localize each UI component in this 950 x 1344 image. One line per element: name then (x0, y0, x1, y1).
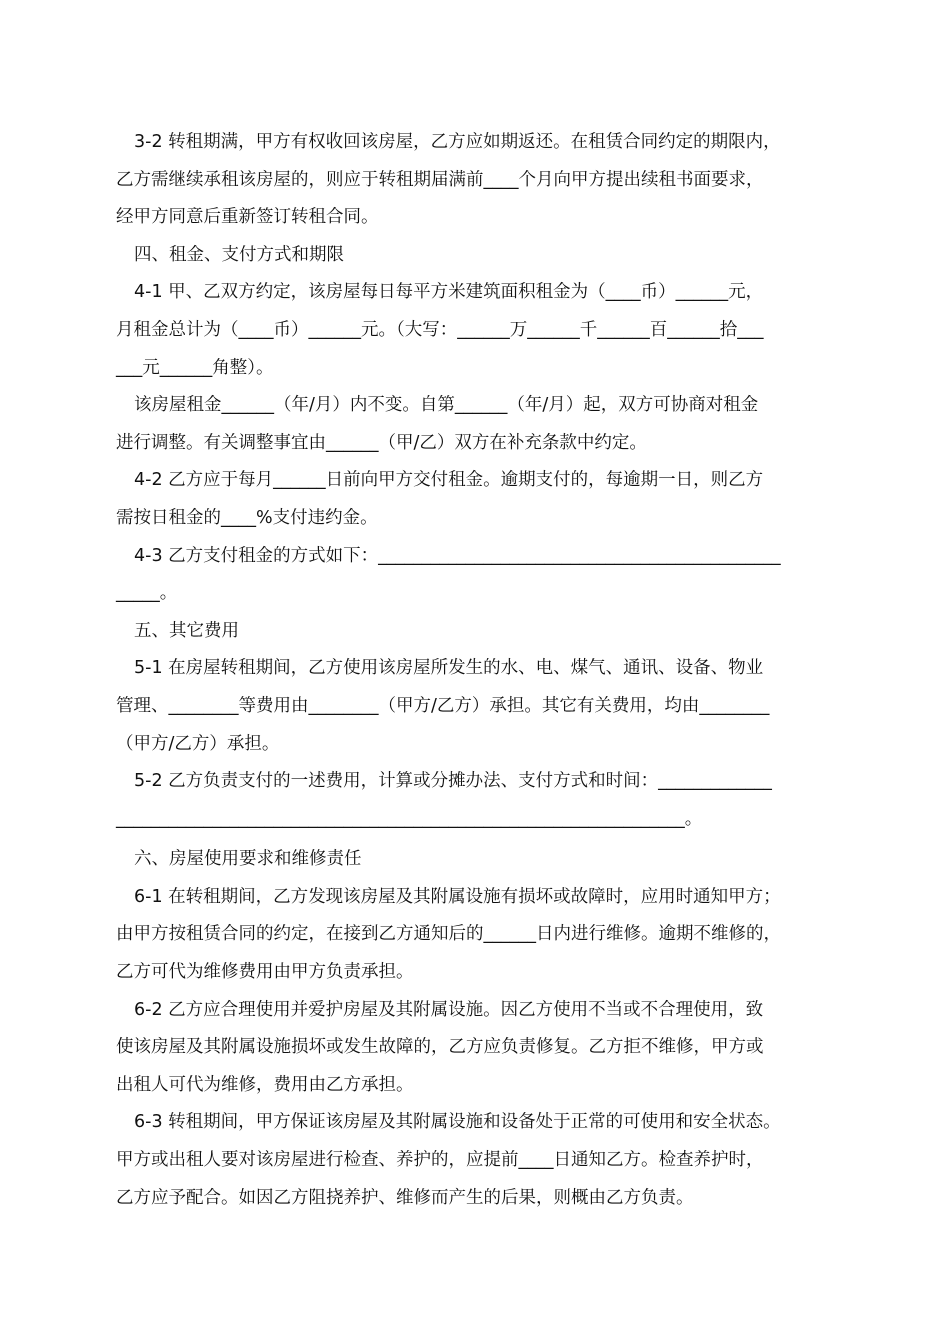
heading-text: 六、房屋使用要求和维修责任 (134, 849, 362, 870)
text-line: 需按日租金的____%支付违约金。 (116, 507, 378, 528)
clause-4-1-rent-adjustment (116, 387, 840, 462)
clause-4-2 (116, 462, 840, 537)
text-line: 经甲方同意后重新签订转租合同。 (116, 207, 379, 228)
text-line: 乙方可代为维修费用由甲方负责承担。 (116, 962, 414, 983)
clause-4-1 (116, 274, 840, 387)
clause-5-1 (116, 650, 840, 763)
text-line: 使该房屋及其附属设施损坏或发生故障的，乙方应负责修复。乙方拒不维修，甲方或 (116, 1037, 764, 1058)
text-line: ___元______角整）。 (116, 357, 274, 378)
text-line: 4-2 乙方应于每月______日前向甲方交付租金。逾期支付的，每逾期一日，则乙方 (134, 470, 764, 491)
text-line: 进行调整。有关调整事宜由______（甲/乙）双方在补充条款中约定。 (116, 432, 647, 453)
clause-5-2 (116, 763, 840, 838)
section-heading-5 (116, 613, 840, 651)
text-line: 4-3 乙方支付租金的方式如下：______________________________________________ (134, 545, 781, 566)
text-line: 6-1 在转租期间，乙方发现该房屋及其附属设施有损坏或故障时，应用时通知甲方； (134, 886, 781, 907)
clause-4-3 (116, 538, 840, 613)
text-line: 管理、________等费用由________（甲方/乙方）承担。其它有关费用，均由________ (116, 695, 770, 716)
section-heading-6 (116, 841, 840, 879)
text-line: 4-1 甲、乙双方约定，该房屋每日每平方米建筑面积租金为（____币）______元， (134, 282, 764, 303)
text-line: 甲方或出租人要对该房屋进行检查、养护的，应提前____日通知乙方。检查养护时， (116, 1150, 764, 1171)
text-line: 出租人可代为维修，费用由乙方承担。 (116, 1074, 414, 1095)
heading-text: 五、其它费用 (134, 620, 239, 641)
text-line: 月租金总计为（____币）______元。（大写：______万______千______百______拾___ (116, 319, 764, 340)
text-line: _________________________________________________________________。 (116, 808, 703, 829)
text-line: （甲方/乙方）承担。 (116, 733, 280, 754)
text-line: 该房屋租金______（年/月）内不变。自第______（年/月）起，双方可协商对租金 (134, 395, 759, 416)
clause-6-1 (116, 879, 840, 992)
text-line: 乙方需继续承租该房屋的，则应于转租期届满前____个月向甲方提出续租书面要求， (116, 169, 764, 190)
section-heading-4 (116, 237, 840, 275)
text-line: 6-3 转租期间，甲方保证该房屋及其附属设施和设备处于正常的可使用和安全状态。 (134, 1112, 781, 1133)
text-line: 5-1 在房屋转租期间，乙方使用该房屋所发生的水、电、煤气、通讯、设备、物业 (134, 658, 764, 679)
heading-text: 四、租金、支付方式和期限 (134, 244, 344, 265)
clause-6-3 (116, 1104, 840, 1217)
text-line: _____。 (116, 583, 178, 604)
clause-6-2 (116, 992, 840, 1105)
text-line: 由甲方按租赁合同的约定，在接到乙方通知后的______日内进行维修。逾期不维修的， (116, 924, 781, 945)
clause-3-2 (116, 124, 840, 237)
text-line: 5-2 乙方负责支付的一述费用，计算或分摊办法、支付方式和时间：_____________ (134, 771, 772, 792)
text-line: 6-2 乙方应合理使用并爱护房屋及其附属设施。因乙方使用不当或不合理使用，致 (134, 999, 764, 1020)
text-line: 乙方应予配合。如因乙方阻挠养护、维修而产生的后果，则概由乙方负责。 (116, 1187, 694, 1208)
text-line: 3-2 转租期满，甲方有权收回该房屋，乙方应如期返还。在租赁合同约定的期限内， (134, 132, 781, 152)
